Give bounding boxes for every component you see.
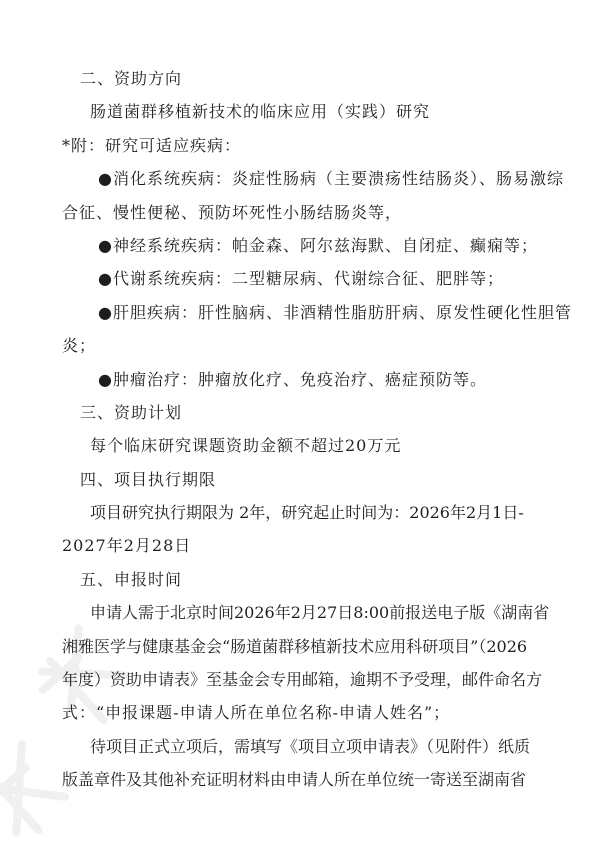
line-application-mailbox: 年度）资助申请表》至基金会专用邮箱，逾期不予受理，邮件命名方 [62,670,543,690]
line-application-deadline: 申请人需于北京时间2026年2月27日8:00前报送电子版《湖南省 [90,603,550,623]
line-hepatobiliary-diseases: ●肝胆疾病：肝性脑病、非酒精性脂肪肝病、原发性硬化性胆管 [98,302,572,322]
section-heading-project-period: 四、项目执行期限 [80,469,217,489]
section-heading-funding-plan: 三、资助计划 [80,402,183,422]
line-digestive-diseases-cont: 合征、慢性便秘、预防坏死性小肠结肠炎等， [62,202,403,222]
line-email-naming-format: 式：“申报课题-申请人所在单位名称-申请人姓名”； [62,703,451,723]
line-project-period-end-date: 2027年2月28日 [62,536,192,556]
line-post-approval: 待项目正式立项后，需填写《项目立项申请表》（见附件）纸质 [90,736,531,756]
section-heading-application-time: 五、申报时间 [80,569,183,589]
line-metabolic-diseases: ●代谢系统疾病：二型糖尿病、代谢综合征、肥胖等； [98,269,504,289]
document-body [62,62,572,797]
line-nervous-diseases: ●神经系统疾病：帕金森、阿尔兹海默、自闭症、癫痫等； [98,235,538,255]
line-funding-direction-desc: 肠道菌群移植新技术的临床应用（实践）研究 [90,102,431,122]
section-heading-funding-direction: 二、资助方向 [80,69,183,88]
line-hepatobiliary-diseases-cont: 炎； [62,336,97,356]
line-tumor-treatment: ●肿瘤治疗：肿瘤放化疗、免疫治疗、癌症预防等。 [98,369,487,389]
line-funding-amount: 每个临床研究课题资助金额不超过20万元 [90,436,402,456]
line-application-form-name: 湘雅医学与健康基金会“肠道菌群移植新技术应用科研项目”（2026 [62,636,528,656]
line-applicable-diseases-label: *附：研究可适应疾病： [62,135,242,155]
line-project-period: 项目研究执行期限为 2年，研究起止时间为：2026年2月1日- [90,503,524,523]
line-post-approval-cont: 版盖章件及其他补充证明材料由申请人所在单位统一寄送至湖南省 [62,770,527,790]
line-digestive-diseases: ●消化系统疾病：炎症性肠病（主要溃疡性结肠炎）、肠易激综 [98,169,564,189]
